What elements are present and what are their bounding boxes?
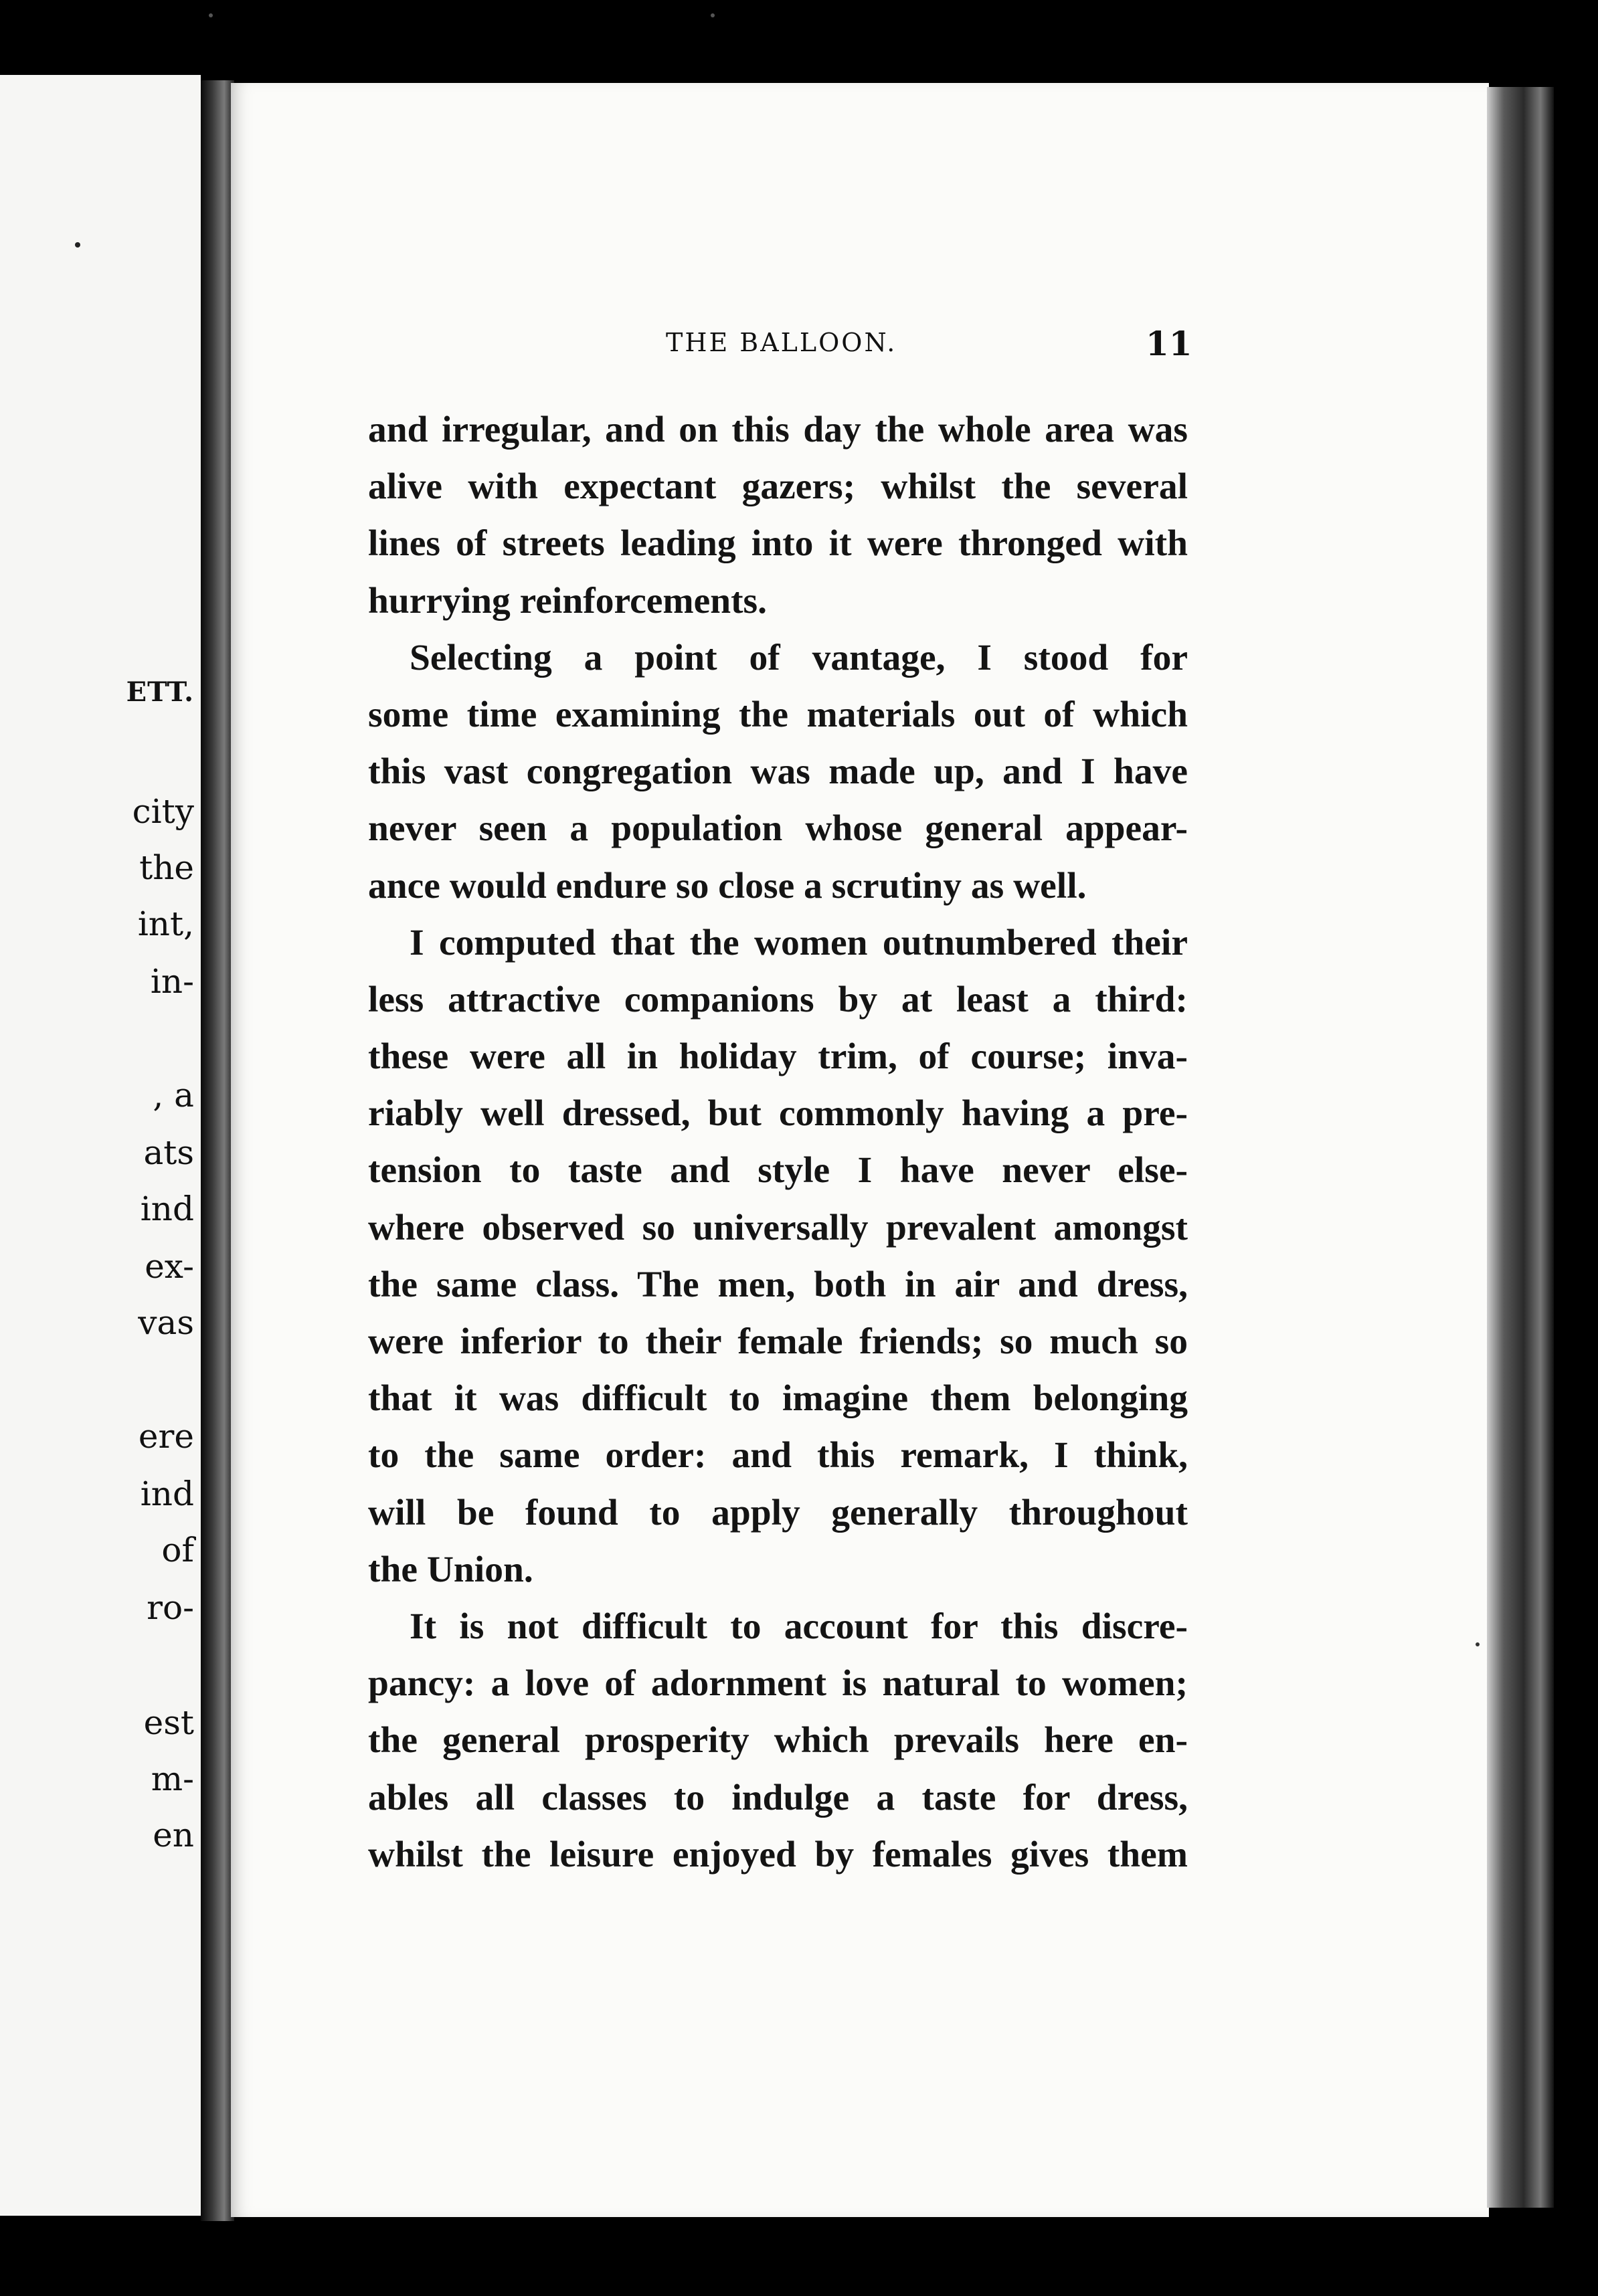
text-line: hurrying reinforcements.	[368, 580, 768, 621]
facing-page-fragment: city	[132, 792, 194, 831]
text-line: ance would endure so close a scrutiny as well.	[368, 865, 1087, 906]
text-line: these were all in holiday trim, of course; inva-	[368, 1036, 1188, 1078]
text-line: riably well dressed, but commonly having a pre-	[368, 1093, 1188, 1135]
text-line: this vast congregation was made up, and I have	[368, 751, 1188, 793]
facing-page-fragment: est	[143, 1703, 194, 1742]
text-line: some time examining the materials out of which	[368, 694, 1188, 735]
text-line: ables all classes to indulge a taste for dress,	[368, 1777, 1188, 1818]
text-line: the Union.	[368, 1549, 533, 1590]
page-number: 11	[1146, 324, 1192, 363]
scan-speck	[711, 13, 715, 17]
text-line: less attractive companions by at least a third:	[368, 979, 1188, 1020]
facing-page-fragment: ind	[140, 1474, 194, 1513]
facing-page	[0, 75, 201, 2216]
page-speck	[1476, 1642, 1480, 1646]
text-line: to the same order: and this remark, I think,	[368, 1435, 1188, 1476]
body-text	[368, 401, 1188, 1883]
book-gutter	[201, 80, 234, 2221]
facing-page-fragment: ats	[143, 1133, 194, 1172]
text-line: tension to taste and style I have never else-	[368, 1150, 1188, 1191]
facing-page-fragment: ere	[138, 1417, 194, 1456]
text-line: will be found to apply generally throughout	[368, 1492, 1188, 1533]
facing-page-fragment: of	[161, 1531, 194, 1569]
facing-page-fragment: the	[139, 848, 194, 887]
text-line: It is not difficult to account for this discre-	[410, 1606, 1188, 1647]
facing-page-fragment: int,	[137, 904, 194, 943]
facing-page-fragment: ex-	[145, 1247, 194, 1286]
text-line: were inferior to their female friends; so much so	[368, 1321, 1188, 1362]
facing-page-fragment: m-	[151, 1759, 194, 1798]
text-line: alive with expectant gazers; whilst the several	[368, 466, 1188, 508]
text-line: never seen a population whose general appear-	[368, 808, 1188, 850]
facing-page-fragment: ro-	[147, 1588, 194, 1627]
running-head: THE BALLOON.	[666, 328, 897, 357]
scan-speck	[209, 13, 213, 17]
facing-page-fragment: , a	[153, 1076, 194, 1115]
text-line: lines of streets leading into it were thronged with	[368, 523, 1188, 565]
text-line: the same class. The men, both in air and dress,	[368, 1264, 1188, 1305]
text-line: pancy: a love of adornment is natural to women;	[368, 1663, 1188, 1705]
book-fore-edge	[1487, 87, 1554, 2208]
text-line: Selecting a point of vantage, I stood for	[410, 637, 1188, 678]
facing-page-fragment: en	[153, 1816, 194, 1854]
facing-page-fragment: ind	[140, 1189, 194, 1228]
facing-page-speck	[75, 242, 80, 248]
text-line: that it was difficult to imagine them belonging	[368, 1378, 1188, 1420]
facing-page-fragment: in-	[150, 962, 194, 1001]
facing-page-fragment: vas	[138, 1303, 194, 1342]
facing-page-fragment: ETT.	[126, 676, 194, 708]
text-line: where observed so universally prevalent amongst	[368, 1207, 1188, 1248]
text-line: I computed that the women outnumbered their	[410, 922, 1188, 963]
text-line: whilst the leisure enjoyed by females gives them	[368, 1834, 1188, 1875]
text-line: the general prosperity which prevails here en-	[368, 1720, 1188, 1761]
text-line: and irregular, and on this day the whole area was	[368, 409, 1188, 450]
